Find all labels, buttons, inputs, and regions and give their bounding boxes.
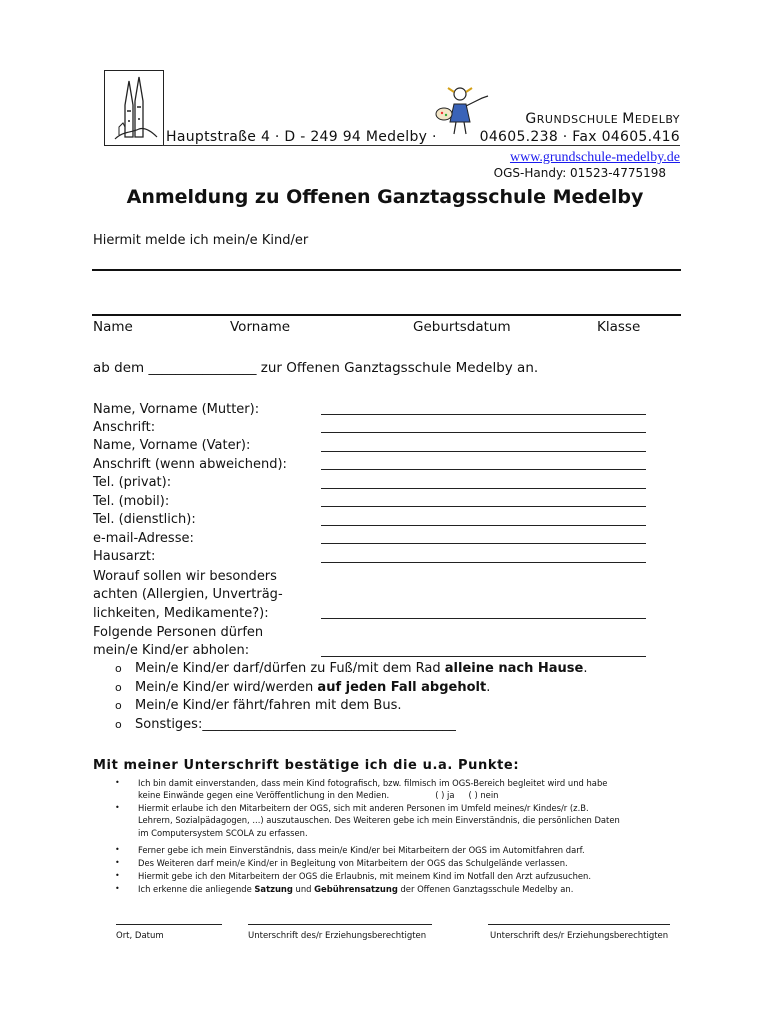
consent-item-statute: • Ich erkenne die anliegende Satzung und Gebührensatzung der Offenen Ganztagsschule Medelby an.: [115, 884, 574, 894]
column-geburtsdatum: Geburtsdatum: [413, 319, 511, 335]
checkbox-ja[interactable]: ( ) ja: [435, 790, 455, 801]
field-label-address: Anschrift:: [93, 420, 156, 435]
field-label-father: Name, Vorname (Vater):: [93, 438, 251, 453]
consent-item-doctor: • Hiermit gebe ich den Mitarbeitern der OGS die Erlaubnis, mit meinem Kind im Notfall den Arzt aufzusuchen.: [115, 871, 592, 881]
option-circle-icon: o: [115, 662, 122, 675]
field-line-notes[interactable]: [321, 618, 646, 619]
start-date-line: ab dem ________________ zur Offenen Ganztagsschule Medelby an.: [93, 360, 539, 376]
option-alone-home[interactable]: o Mein/e Kind/er darf/dürfen zu Fuß/mit dem Rad alleine nach Hause.: [115, 661, 588, 676]
column-klasse: Klasse: [597, 319, 641, 335]
bullet-icon: •: [115, 778, 120, 787]
option-circle-icon: o: [115, 699, 122, 712]
field-line-address-alt[interactable]: [321, 469, 646, 470]
signature-line-date[interactable]: [116, 924, 222, 925]
child-entry-line-2[interactable]: [92, 314, 681, 316]
school-address: Hauptstraße 4 · D - 249 94 Medelby ·: [166, 129, 437, 145]
option-bus[interactable]: o Mein/e Kind/er fährt/fahren mit dem Bus.: [115, 698, 402, 713]
field-label-mother: Name, Vorname (Mutter):: [93, 402, 260, 417]
field-line-father[interactable]: [321, 451, 646, 452]
column-vorname: Vorname: [230, 319, 291, 335]
field-label-pickup-1: Folgende Personen dürfen: [93, 625, 264, 640]
bullet-icon: •: [115, 803, 120, 812]
field-label-pickup-2: mein/e Kind/er abholen:: [93, 643, 250, 658]
field-label-email: e-mail-Adresse:: [93, 531, 194, 546]
field-label-notes-2: achten (Allergien, Unverträg-: [93, 587, 283, 602]
intro-text: Hiermit melde ich mein/e Kind/er: [93, 233, 309, 248]
option-other[interactable]: o Sonstiges:_______________________________________: [115, 717, 456, 732]
ogs-phone: OGS-Handy: 01523-4775198: [493, 166, 666, 180]
field-label-notes-3: lichkeiten, Medikamente?):: [93, 606, 269, 621]
consent-item-car: • Ferner gebe ich mein Einverständnis, dass mein/e Kind/er bei Mitarbeitern der OGS im Automitfahren darf.: [115, 845, 585, 855]
field-label-doctor: Hausarzt:: [93, 549, 156, 564]
option-circle-icon: o: [115, 718, 122, 731]
consent-item-photo: • Ich bin damit einverstanden, dass mein Kind fotografisch, bzw. filmisch im OGS-Bereich begleitet wird und habe keine Einwände gegen eine Veröffentlichung in den Medien. ( ) ja ( ) nein: [115, 778, 608, 801]
website-link[interactable]: www.grundschule-medelby.de: [509, 150, 680, 165]
child-entry-line-1[interactable]: [92, 269, 681, 271]
field-label-notes-1: Worauf sollen wir besonders: [93, 569, 277, 584]
signature-line-1[interactable]: [248, 924, 432, 925]
label-signature-2: Unterschrift des/r Erziehungsberechtigten: [490, 931, 669, 941]
bullet-icon: •: [115, 845, 120, 854]
bullet-icon: •: [115, 858, 120, 867]
field-line-phone-private[interactable]: [321, 488, 646, 489]
label-ort-datum: Ort, Datum: [116, 931, 164, 941]
header-divider: [162, 145, 680, 146]
field-label-address-alt: Anschrift (wenn abweichend):: [93, 457, 287, 472]
consent-item-exchange: • Hiermit erlaube ich den Mitarbeitern der OGS, sich mit anderen Personen im Umfeld meines/r Kindes/r (z.B. Lehrern, Sozialpädagogen, ...) auszutauschen. Des Weiteren gebe ich mein Einverständnis, die persönlichen Daten im Computersystem SCOLA zu erfassen.: [115, 803, 620, 838]
church-drawing-icon: [105, 71, 163, 145]
bullet-icon: •: [115, 871, 120, 880]
bullet-icon: •: [115, 884, 120, 893]
school-logo: [104, 70, 164, 146]
school-name: GRUNDSCHULE MEDELBY: [525, 111, 680, 127]
field-label-phone-private: Tel. (privat):: [93, 475, 172, 490]
field-line-phone-work[interactable]: [321, 525, 646, 526]
field-line-email[interactable]: [321, 543, 646, 544]
field-line-address[interactable]: [321, 432, 646, 433]
column-name: Name: [93, 319, 133, 335]
school-phone: 04605.238 · Fax 04605.416: [479, 129, 680, 145]
field-label-phone-mobile: Tel. (mobil):: [93, 494, 170, 509]
option-circle-icon: o: [115, 681, 122, 694]
field-line-phone-mobile[interactable]: [321, 506, 646, 507]
field-line-pickup[interactable]: [321, 656, 646, 657]
checkbox-nein[interactable]: ( ) nein: [468, 790, 499, 801]
option-picked-up[interactable]: o Mein/e Kind/er wird/werden auf jeden Fall abgeholt.: [115, 680, 491, 695]
consent-heading: Mit meiner Unterschrift bestätige ich die u.a. Punkte:: [93, 758, 520, 773]
field-line-doctor[interactable]: [321, 562, 646, 563]
field-line-mother[interactable]: [321, 414, 646, 415]
field-label-phone-work: Tel. (dienstlich):: [93, 512, 196, 527]
consent-item-leave: • Des Weiteren darf mein/e Kind/er in Begleitung von Mitarbeitern der OGS das Schulgelände verlassen.: [115, 858, 568, 868]
signature-line-2[interactable]: [488, 924, 670, 925]
page-title: Anmeldung zu Offenen Ganztagsschule Medelby: [126, 186, 644, 208]
label-signature-1: Unterschrift des/r Erziehungsberechtigten: [248, 931, 427, 941]
